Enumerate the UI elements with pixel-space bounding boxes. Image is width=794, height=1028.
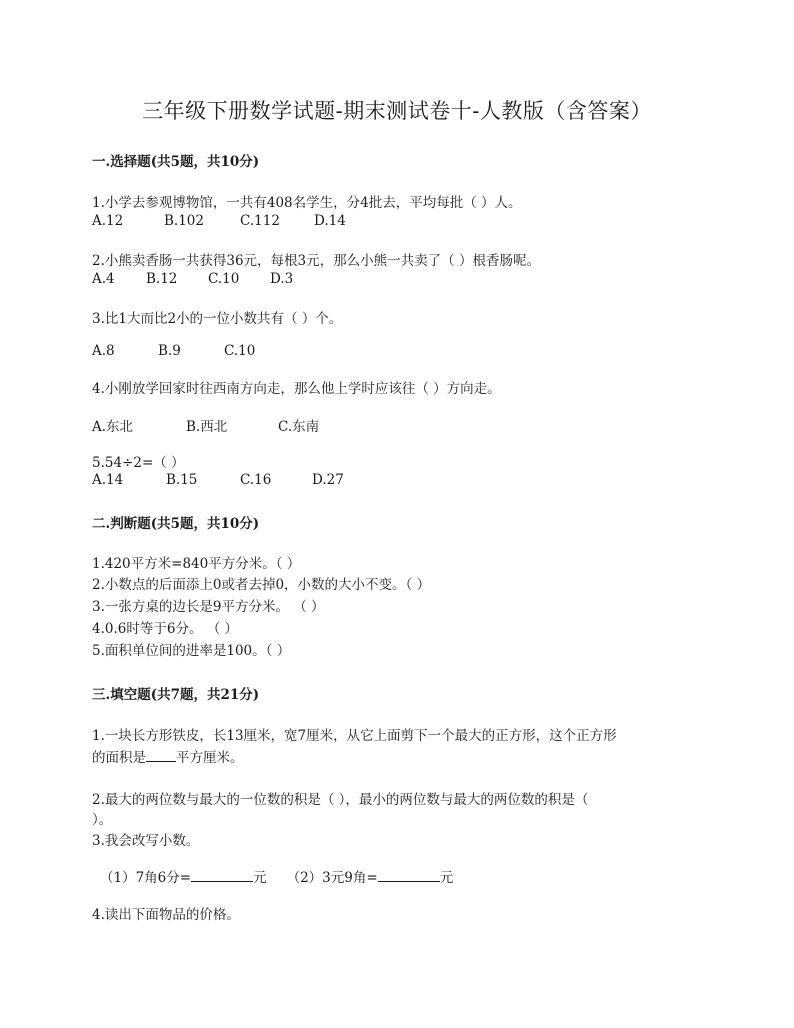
answer-blank bbox=[378, 869, 440, 882]
fill-question-1-line-2 bbox=[92, 746, 244, 766]
answer-blank bbox=[191, 869, 253, 882]
judgement-item: 4.0.6时等于6分。 （ ） bbox=[92, 621, 239, 637]
option: A.4 bbox=[92, 271, 115, 287]
option: B.9 bbox=[158, 343, 181, 359]
question-1-1: 1.小学去参观博物馆，一共有408名学生，分4批去，平均每批（ ）人。 bbox=[92, 195, 522, 211]
option: C.112 bbox=[240, 213, 280, 229]
question-1-2: 2.小熊卖香肠一共获得36元，每根3元，那么小熊一共卖了（ ）根香肠呢。 bbox=[92, 253, 540, 269]
text: 平方厘米。 bbox=[176, 750, 244, 766]
section-heading-choice: 一.选择题(共5题，共10分) bbox=[92, 154, 260, 170]
text: （1）7角6分= bbox=[100, 870, 192, 886]
text: 的面积是 bbox=[92, 750, 146, 766]
option: C.东南 bbox=[278, 419, 320, 435]
text: 元 bbox=[439, 870, 454, 886]
fill-question-3-subitems bbox=[100, 866, 453, 886]
text: 元 bbox=[253, 870, 267, 886]
answer-blank bbox=[146, 749, 176, 762]
option: D.27 bbox=[312, 472, 344, 488]
option: A.14 bbox=[92, 472, 124, 488]
judgement-item: 3.一张方桌的边长是9平方分米。 （ ） bbox=[92, 599, 325, 615]
question-1-3: 3.比1大而比2小的一位小数共有（ ）个。 bbox=[92, 311, 343, 327]
question-1-4: 4.小刚放学回家时往西南方向走，那么他上学时应该往（ ）方向走。 bbox=[92, 381, 501, 397]
option: A.8 bbox=[92, 343, 115, 359]
fill-question-1-line-1: 1.一块长方形铁皮，长13厘米，宽7厘米，从它上面剪下一个最大的正方形，这个正方形 bbox=[92, 728, 617, 744]
option: A.12 bbox=[92, 213, 124, 229]
page-title: 三年级下册数学试题-期末测试卷十-人教版（含答案） bbox=[142, 99, 652, 123]
option: B.102 bbox=[164, 213, 204, 229]
option: C.10 bbox=[208, 271, 240, 287]
option: D.3 bbox=[270, 271, 294, 287]
judgement-item: 5.面积单位间的进率是100。（ ） bbox=[92, 643, 291, 659]
option: C.10 bbox=[224, 343, 256, 359]
section-heading-judgement: 二.判断题(共5题，共10分) bbox=[92, 516, 260, 532]
fill-question-3: 3.我会改写小数。 bbox=[92, 833, 200, 849]
option: B.15 bbox=[166, 472, 198, 488]
fill-question-4: 4.读出下面物品的价格。 bbox=[92, 907, 240, 923]
fill-question-2-line-2: ）。 bbox=[92, 812, 113, 828]
judgement-item: 1.420平方米=840平方分米。（ ） bbox=[92, 556, 301, 572]
section-heading-fill: 三.填空题(共7题，共21分) bbox=[92, 687, 260, 703]
fill-question-2-line-1: 2.最大的两位数与最大的一位数的积是（ ），最小的两位数与最大的两位数的积是（ bbox=[92, 792, 589, 808]
option: B.西北 bbox=[186, 419, 228, 435]
option: C.16 bbox=[240, 472, 272, 488]
option: D.14 bbox=[314, 213, 346, 229]
judgement-item: 2.小数点的后面添上0或者去掉0，小数的大小不变。（ ） bbox=[92, 577, 431, 593]
question-1-5: 5.54÷2=（ ） bbox=[92, 455, 185, 471]
text: （2）3元9角= bbox=[286, 870, 378, 886]
option: A.东北 bbox=[92, 419, 134, 435]
option: B.12 bbox=[146, 271, 178, 287]
